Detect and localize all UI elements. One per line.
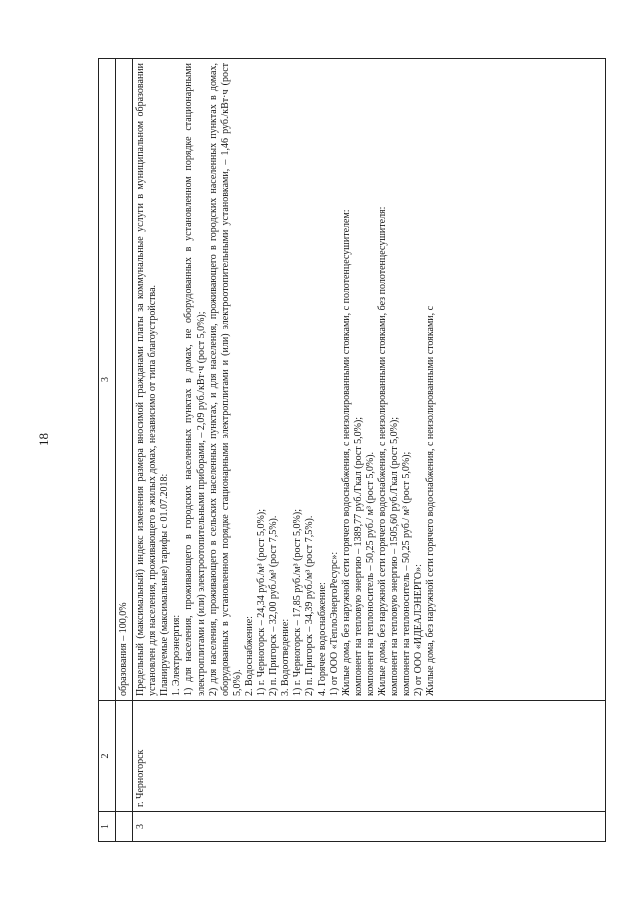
- continuation-text: образования – 100,0%: [116, 59, 133, 701]
- header-col-2: 2: [99, 701, 116, 812]
- line: 1) от ООО «ТеплоЭнергоРесурс»:: [328, 551, 340, 696]
- line: компонент на тепловую энергию – 1389,77 руб./Гкал (рост 5,0%);: [352, 416, 364, 696]
- line: 2) для населения, проживающего в сельских населенных пунктах, и для населения, проживающего в городских населенных пунктах в домах, оборудованных в установленном порядке стационарными электроплитами и (или) электроотопительными установками, – 1,46 руб./кВт·ч (рост 5,0%).: [207, 63, 243, 696]
- line: 1. Электроэнергия:: [171, 614, 183, 696]
- line: 2) п. Пригорск – 32,00 руб./м³ (рост 7,5%).: [268, 515, 280, 696]
- line: Жилые дома, без наружной сети горячего водоснабжения, с неизолированными стояками, без полотенцесушителя:: [376, 206, 388, 696]
- row-number: 3: [133, 812, 606, 842]
- page-number: 18: [36, 433, 51, 446]
- header-col-3: 3: [99, 59, 116, 701]
- line: 2) п. Пригорск – 34,39 руб./м³ (рост 7,5%).: [304, 515, 316, 696]
- row-content: [133, 59, 606, 701]
- line: 1) г. Черногорск – 17,85 руб./м³ (рост 5,0%);: [292, 509, 304, 696]
- row-content-lines: [135, 63, 603, 696]
- line: 1) г. Черногорск – 24,34 руб./м³ (рост 5,0%);: [256, 509, 268, 696]
- table-header-row: [99, 59, 116, 842]
- line: компонент на теплоноситель – 50,25 руб./ м³ (рост 5,0%);: [401, 451, 413, 696]
- line: компонент на теплоноситель – 50,25 руб./ м³ (рост 5,0%).: [364, 451, 376, 696]
- line: 4. Горячее водоснабжение:: [316, 582, 328, 696]
- line: 2) от ООО «ИДЕАЛЭНЕРГО»:: [413, 564, 425, 696]
- line: 3. Водоотведение:: [280, 618, 292, 696]
- table-row-continuation: [116, 59, 133, 842]
- line: Планируемые (максимальные) тарифы с 01.07.2018:: [159, 473, 171, 696]
- tariff-table: [98, 58, 606, 842]
- line: компонент на тепловую энергию – 1505,60 руб./Гкал (рост 5,0%);: [389, 416, 401, 696]
- table-row: [133, 59, 606, 842]
- line: Предельный (максимальный) индекс изменения размера вносимой гражданами платы за коммунальные услуги в муниципальном образовании установлен для населения, проживающего в жилых домах, независимо от типа благоустройства.: [135, 63, 159, 696]
- line: Жилые дома, без наружной сети горячего водоснабжения, с неизолированными стояками, с: [425, 305, 437, 696]
- municipality-name: г. Черногорск: [133, 701, 606, 812]
- line: Жилые дома, без наружной сети горячего водоснабжения, с неизолированными стояками, с полотенцесушителем:: [340, 209, 352, 696]
- line: 2. Водоснабжение:: [243, 616, 255, 696]
- document-page-rotated: [98, 58, 606, 842]
- line: 1) для населения, проживающего в городских населенных пунктах в домах, не оборудованных в установленном порядке стационарными электроплитами и (или) электроотопительными приборами, – 2,09 руб./кВт·ч (рост 5,0%);: [183, 63, 207, 696]
- header-col-1: 1: [99, 812, 116, 842]
